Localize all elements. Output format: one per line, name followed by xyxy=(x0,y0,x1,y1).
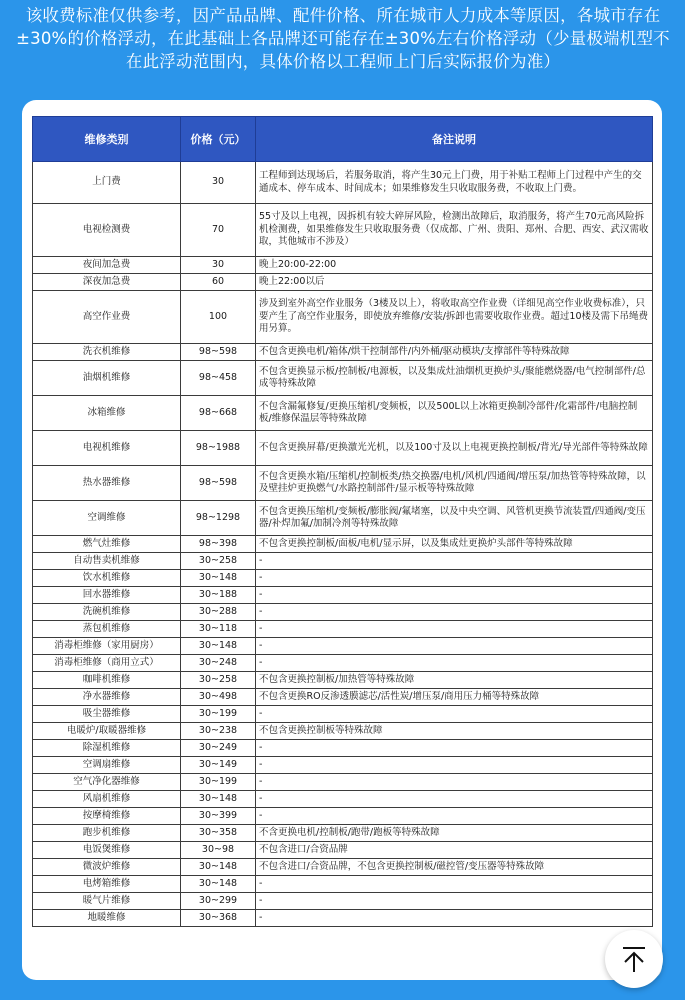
row-price: 30~399 xyxy=(181,808,256,825)
table-row xyxy=(33,162,653,204)
row-category: 消毒柜维修（家用厨房） xyxy=(33,638,181,655)
table-row xyxy=(33,536,653,553)
table-row xyxy=(33,344,653,361)
arrow-up-icon xyxy=(619,944,649,974)
table-row xyxy=(33,757,653,774)
row-price: 30~199 xyxy=(181,706,256,723)
table-row xyxy=(33,672,653,689)
row-note: 不包含更换水箱/压缩机/控制板类/热交换器/电机/风机/四通阀/增压泵/加热管等特殊故障，以及壁挂炉更换燃气/水路控制部件/显示板等特殊故障 xyxy=(256,466,653,501)
table-row xyxy=(33,587,653,604)
row-note: 晚上20:00-22:00 xyxy=(256,257,653,274)
row-note: 不包含进口/合资品牌 xyxy=(256,842,653,859)
table-row xyxy=(33,808,653,825)
row-category: 吸尘器维修 xyxy=(33,706,181,723)
table-row xyxy=(33,842,653,859)
table-row xyxy=(33,501,653,536)
row-category: 电视机维修 xyxy=(33,431,181,466)
table-row xyxy=(33,431,653,466)
row-price: 30~148 xyxy=(181,638,256,655)
table-header-row xyxy=(33,117,653,162)
row-category: 微波炉维修 xyxy=(33,859,181,876)
table-row xyxy=(33,570,653,587)
row-note: - xyxy=(256,740,653,757)
row-category: 上门费 xyxy=(33,162,181,204)
row-category: 空调维修 xyxy=(33,501,181,536)
row-price: 30~249 xyxy=(181,740,256,757)
fee-table-card xyxy=(22,100,662,980)
row-note: - xyxy=(256,774,653,791)
row-note: 不包含更换控制板等特殊故障 xyxy=(256,723,653,740)
row-price: 30~148 xyxy=(181,859,256,876)
row-category: 热水器维修 xyxy=(33,466,181,501)
row-price: 30~288 xyxy=(181,604,256,621)
row-price: 30~498 xyxy=(181,689,256,706)
row-category: 风扇机维修 xyxy=(33,791,181,808)
row-note: 不包含更换控制板/面板/电机/显示屏，以及集成灶更换炉头部件等特殊故障 xyxy=(256,536,653,553)
row-category: 暖气片维修 xyxy=(33,893,181,910)
row-category: 咖啡机维修 xyxy=(33,672,181,689)
row-note: - xyxy=(256,757,653,774)
row-price: 30~238 xyxy=(181,723,256,740)
row-note: 55寸及以上电视，因拆机有较大碎屏风险，检测出故障后，取消服务，将产生70元高风险拆机检测费，如果维修发生只收取服务费（仅成都、广州、贵阳、郑州、合肥、西安、武汉需收取，其他城市不涉及） xyxy=(256,204,653,257)
row-note: 不包含更换屏幕/更换激光光机，以及100寸及以上电视更换控制板/背光/导光部件等特殊故障 xyxy=(256,431,653,466)
row-note: 不包含更换压缩机/变频板/膨胀阀/氟堵塞，以及中央空调、风管机更换节流装置/四通阀/变压器/补焊加氟/加制冷剂等特殊故障 xyxy=(256,501,653,536)
table-row xyxy=(33,723,653,740)
table-row xyxy=(33,910,653,927)
table-row xyxy=(33,825,653,842)
row-price: 98~1988 xyxy=(181,431,256,466)
row-note: - xyxy=(256,655,653,672)
table-row xyxy=(33,638,653,655)
row-category: 油烟机维修 xyxy=(33,361,181,396)
row-price: 98~1298 xyxy=(181,501,256,536)
row-note: - xyxy=(256,791,653,808)
row-note: - xyxy=(256,706,653,723)
row-price: 100 xyxy=(181,291,256,344)
table-row xyxy=(33,706,653,723)
row-price: 30~148 xyxy=(181,876,256,893)
row-price: 30~148 xyxy=(181,791,256,808)
row-category: 蒸包机维修 xyxy=(33,621,181,638)
table-row xyxy=(33,740,653,757)
table-row xyxy=(33,791,653,808)
fee-disclaimer: 该收费标准仅供参考，因产品品牌、配件价格、所在城市人力成本等原因，各城市存在±30%的价格浮动，在此基础上各品牌还可能存在±30%左右价格浮动（少量极端机型不在此浮动范围内，具体价格以工程师上门后实际报价为准） xyxy=(16,6,670,71)
row-category: 冰箱维修 xyxy=(33,396,181,431)
row-category: 消毒柜维修（商用立式） xyxy=(33,655,181,672)
row-category: 洗碗机维修 xyxy=(33,604,181,621)
table-row xyxy=(33,859,653,876)
column-header-category: 维修类别 xyxy=(33,117,181,162)
table-row xyxy=(33,655,653,672)
row-price: 98~668 xyxy=(181,396,256,431)
table-row xyxy=(33,553,653,570)
table-row xyxy=(33,689,653,706)
row-note: - xyxy=(256,621,653,638)
row-category: 电暖炉/取暖器维修 xyxy=(33,723,181,740)
row-price: 30~118 xyxy=(181,621,256,638)
row-note: - xyxy=(256,638,653,655)
table-row xyxy=(33,396,653,431)
row-price: 30~98 xyxy=(181,842,256,859)
row-note: 不包含漏氟修复/更换压缩机/变频板，以及500L以上冰箱更换制冷部件/化霜部件/电脑控制板/维修保温层等特殊故障 xyxy=(256,396,653,431)
row-price: 98~598 xyxy=(181,466,256,501)
table-row xyxy=(33,291,653,344)
row-category: 除湿机维修 xyxy=(33,740,181,757)
row-category: 高空作业费 xyxy=(33,291,181,344)
row-price: 98~398 xyxy=(181,536,256,553)
row-category: 空调扇维修 xyxy=(33,757,181,774)
column-header-price: 价格（元） xyxy=(181,117,256,162)
row-category: 深夜加急费 xyxy=(33,274,181,291)
row-price: 30~299 xyxy=(181,893,256,910)
row-note: 涉及到室外高空作业服务（3楼及以上），将收取高空作业费（详细见高空作业收费标准），只要产生了高空作业服务，即使放弃维修/安装/拆卸也需要收取作业费。超过10楼及需下吊绳费用另算。 xyxy=(256,291,653,344)
row-note: 不包含更换RO反渗透膜滤芯/活性炭/增压泵/商用压力桶等特殊故障 xyxy=(256,689,653,706)
row-category: 饮水机维修 xyxy=(33,570,181,587)
row-price: 30~258 xyxy=(181,672,256,689)
row-note: 工程师到达现场后，若服务取消，将产生30元上门费，用于补贴工程师上门过程中产生的交通成本、停车成本、时间成本；如果维修发生只收取服务费，不收取上门费。 xyxy=(256,162,653,204)
row-category: 跑步机维修 xyxy=(33,825,181,842)
table-row xyxy=(33,466,653,501)
row-price: 30 xyxy=(181,257,256,274)
row-price: 30~199 xyxy=(181,774,256,791)
row-price: 30~258 xyxy=(181,553,256,570)
row-note: - xyxy=(256,893,653,910)
table-row xyxy=(33,604,653,621)
row-price: 30~358 xyxy=(181,825,256,842)
row-note: - xyxy=(256,910,653,927)
row-category: 燃气灶维修 xyxy=(33,536,181,553)
row-note: - xyxy=(256,604,653,621)
row-note: 不包含进口/合资品牌，不包含更换控制板/磁控管/变压器等特殊故障 xyxy=(256,859,653,876)
row-category: 电饭煲维修 xyxy=(33,842,181,859)
row-category: 夜间加急费 xyxy=(33,257,181,274)
row-category: 回水器维修 xyxy=(33,587,181,604)
row-category: 电视检测费 xyxy=(33,204,181,257)
row-note: 不包含更换控制板/加热管等特殊故障 xyxy=(256,672,653,689)
row-category: 净水器维修 xyxy=(33,689,181,706)
scroll-to-top-button[interactable] xyxy=(605,930,663,988)
fee-table xyxy=(32,116,653,927)
row-price: 60 xyxy=(181,274,256,291)
row-note: 不包含更换电机/箱体/烘干控制部件/内外桶/驱动模块/支撑部件等特殊故障 xyxy=(256,344,653,361)
table-row xyxy=(33,257,653,274)
table-row xyxy=(33,621,653,638)
row-note: - xyxy=(256,808,653,825)
table-row xyxy=(33,361,653,396)
table-row xyxy=(33,774,653,791)
table-row xyxy=(33,876,653,893)
row-price: 30~188 xyxy=(181,587,256,604)
row-note: - xyxy=(256,570,653,587)
row-category: 电烤箱维修 xyxy=(33,876,181,893)
row-price: 98~598 xyxy=(181,344,256,361)
row-price: 98~458 xyxy=(181,361,256,396)
row-price: 70 xyxy=(181,204,256,257)
row-category: 地暖维修 xyxy=(33,910,181,927)
row-price: 30~368 xyxy=(181,910,256,927)
row-note: - xyxy=(256,587,653,604)
row-price: 30~148 xyxy=(181,570,256,587)
table-row xyxy=(33,274,653,291)
row-note: 晚上22:00以后 xyxy=(256,274,653,291)
row-category: 空气净化器维修 xyxy=(33,774,181,791)
row-note: - xyxy=(256,876,653,893)
row-note: - xyxy=(256,553,653,570)
row-note: 不含更换电机/控制板/跑带/跑板等特殊故障 xyxy=(256,825,653,842)
row-price: 30~149 xyxy=(181,757,256,774)
table-row xyxy=(33,204,653,257)
row-price: 30 xyxy=(181,162,256,204)
column-header-notes: 备注说明 xyxy=(256,117,653,162)
row-note: 不包含更换显示板/控制板/电源板，以及集成灶油烟机更换炉头/聚能燃烧器/电气控制部件/总成等特殊故障 xyxy=(256,361,653,396)
row-category: 按摩椅维修 xyxy=(33,808,181,825)
table-row xyxy=(33,893,653,910)
row-price: 30~248 xyxy=(181,655,256,672)
row-category: 自动售卖机维修 xyxy=(33,553,181,570)
row-category: 洗衣机维修 xyxy=(33,344,181,361)
